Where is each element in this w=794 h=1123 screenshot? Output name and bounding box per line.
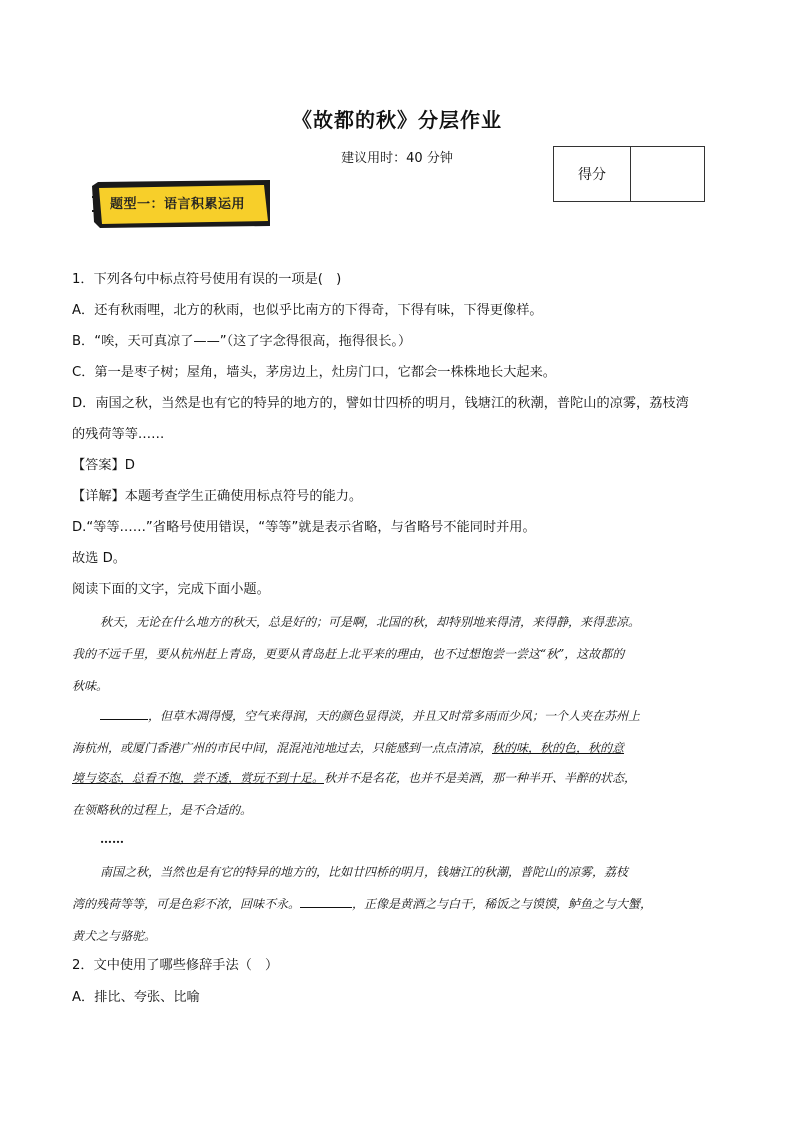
section-banner: [92, 180, 270, 228]
passage-p3-line2-rest: ，正像是黄酒之与白干，稀饭之与馍馍，鲈鱼之与大蟹，: [352, 897, 653, 911]
q1-stem: 1．下列各句中标点符号使用有误的一项是( ): [72, 272, 342, 287]
fill-blank-1[interactable]: [100, 707, 148, 720]
passage-p2-line1-text: ，但草木凋得慢，空气来得润，天的颜色显得淡，并且又时常多雨而少风；一个人夹在苏州上: [148, 709, 641, 723]
passage-p3-line2: [72, 894, 652, 914]
passage-p2-line3-text: 秋并不是名花，也并不是美酒，那一种半开、半醉的状态，: [324, 771, 637, 785]
passage-p2-line1: [100, 706, 640, 726]
fill-blank-2[interactable]: [300, 895, 352, 908]
q1-option-b: B．“唉，天可真凉了——”（这了字念得很高，拖得很长。）: [72, 334, 412, 349]
passage-p2-line2: [72, 738, 624, 758]
q1-option-a: A．还有秋雨哩，北方的秋雨，也似乎比南方的下得奇，下得有味，下得更像样。: [72, 303, 543, 318]
suggested-time: 建议用时：40 分钟: [341, 151, 453, 166]
section-label: 题型一：语言积累运用: [110, 197, 246, 212]
passage-p2-line2-text: 海杭州，或厦门香港广州的市民中间，混混沌沌地过去，只能感到一点点清凉，: [72, 741, 493, 755]
q1-option-c: C．第一是枣子树；屋角，墙头，茅房边上，灶房门口，它都会一株株地长大起来。: [72, 365, 556, 380]
passage-p1-line2: 我的不远千里，要从杭州赶上青岛，更要从青岛赶上北平来的理由，也不过想饱尝一尝这“秋”，这故都的: [72, 647, 625, 661]
score-label: 得分: [554, 147, 631, 201]
passage-p2-line4: 在领略秋的过程上，是不合适的。: [72, 803, 253, 817]
q1-answer: 【答案】D: [72, 458, 135, 473]
q1-explanation: D.“等等……”省略号使用错误，“等等”就是表示省略，与省略号不能同时并用。: [72, 520, 536, 535]
reading-instruction: 阅读下面的文字，完成下面小题。: [72, 582, 270, 597]
q1-detail: 【详解】本题考查学生正确使用标点符号的能力。: [72, 489, 363, 504]
underlined-sentence-part2: 境与姿态，总看不饱，尝不透，赏玩不到十足。: [72, 771, 325, 785]
underlined-sentence-part1: 秋的味，秋的色，秋的意: [492, 741, 625, 755]
passage-p1-line3: 秋味。: [72, 679, 109, 693]
score-value-cell[interactable]: [631, 147, 704, 201]
passage-p2-line3: [72, 768, 636, 788]
q1-option-d-line2: 的残荷等等……: [72, 427, 165, 442]
passage-ellipsis: ……: [100, 832, 124, 846]
passage-p3-line2-text: 湾的残荷等等，可是色彩不浓，回味不永。: [72, 897, 301, 911]
score-box: [553, 146, 705, 202]
passage-p1-line1: 秋天，无论在什么地方的秋天，总是好的；可是啊，北国的秋，却特别地来得清，来得静，来得悲凉。: [100, 615, 641, 629]
page-title: 《故都的秋》分层作业: [292, 108, 502, 132]
q2-option-a: A．排比、夸张、比喻: [72, 990, 200, 1005]
passage-p3-line3: 黄犬之与骆驼。: [72, 929, 157, 943]
passage-p3-line1: 南国之秋，当然也是有它的特异的地方的，比如廿四桥的明月，钱塘江的秋潮，普陀山的凉雾，荔枝: [100, 865, 629, 879]
q1-conclusion: 故选 D。: [72, 551, 126, 566]
q1-option-d-line1: D．南国之秋，当然是也有它的特异的地方的，譬如廿四桥的明月，钱塘江的秋潮，普陀山的凉雾，荔枝湾: [72, 396, 689, 411]
q2-stem: 2．文中使用了哪些修辞手法（ ）: [72, 958, 279, 973]
